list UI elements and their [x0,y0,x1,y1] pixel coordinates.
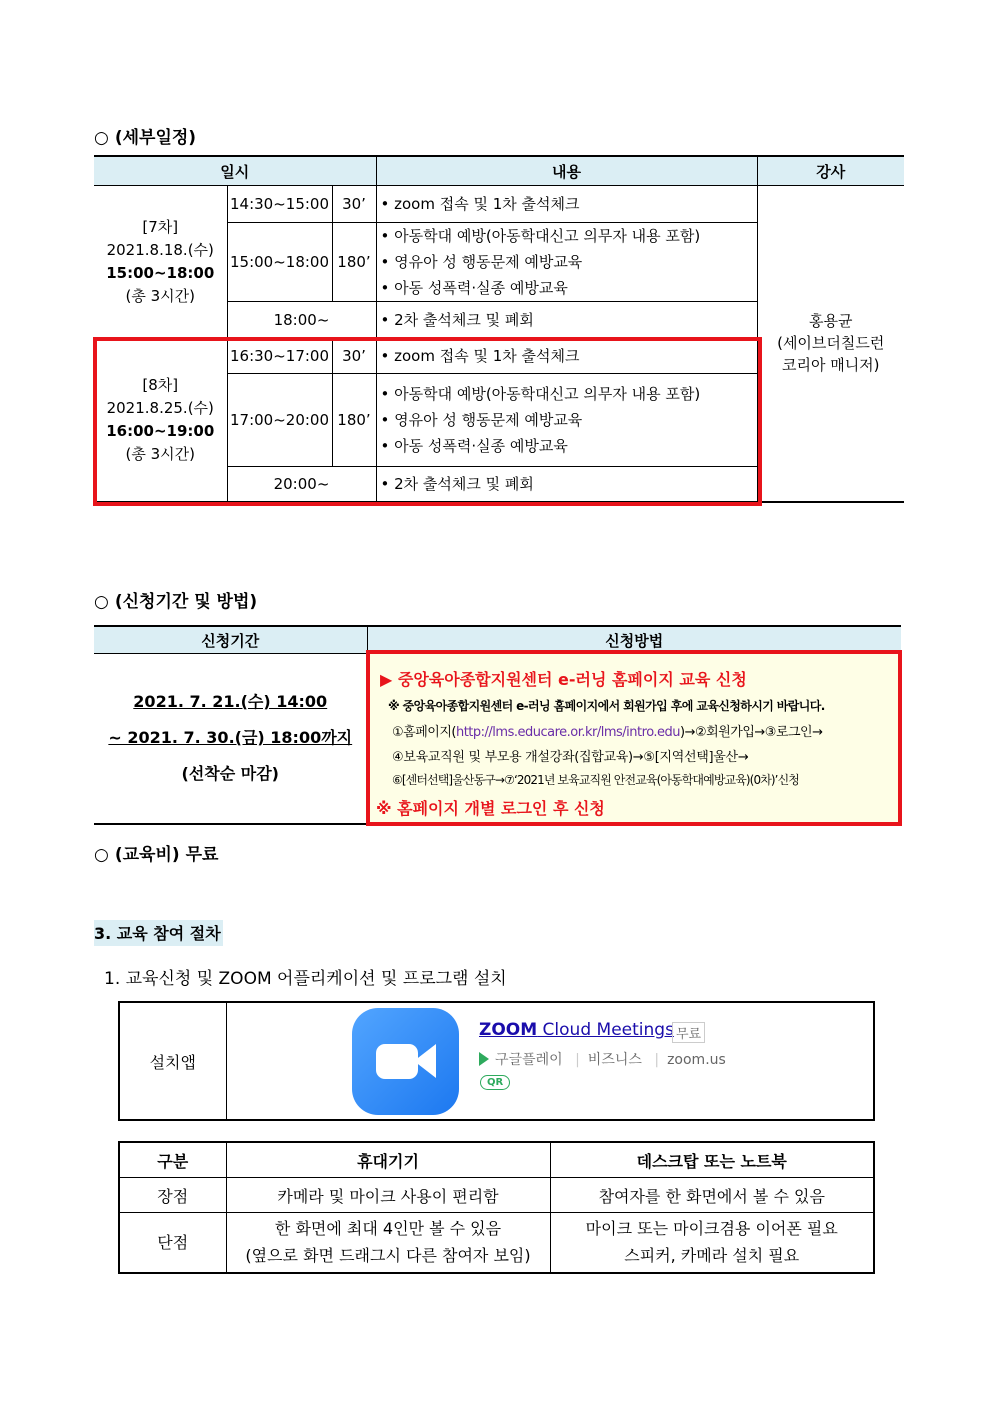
list-item: • zoom 접속 및 1차 출석체크 [380,347,580,365]
row-duration: 180’ [332,223,376,302]
procedure-step-1: 1. 교육신청 및 ZOOM 어플리케이션 및 프로그램 설치 [104,969,507,989]
cons-desktop: 마이크 또는 마이크겸용 이어폰 필요 스피커, 카메라 설치 필요 [550,1213,874,1273]
row-items [376,302,757,339]
circle-bullet-icon: ○ [94,128,109,148]
row-duration: 180’ [332,374,376,467]
method-footer: ※ 홈페이지 개별 로그인 후 신청 [376,799,605,818]
session-date: 2021.8.18.(수) [106,241,214,259]
instructor-cell [757,186,904,502]
list-item: • 아동학대 예방(아동학대신고 의무자 내용 포함) [380,385,701,403]
row-items [376,223,757,302]
zoom-app-name-link[interactable]: ZOOM Cloud Meetings [479,1020,674,1040]
list-item: • 아동 성폭력·실종 예방교육 [380,437,568,455]
install-app-label: 설치앱 [119,1002,226,1120]
row-time: 17:00~20:00 [227,374,332,467]
qr-badge[interactable]: QR [480,1075,510,1090]
session-7-cell [94,186,227,339]
camera-lens-icon [414,1044,436,1078]
session-total: (총 3시간) [125,287,195,305]
instructor-name: 홍용균 [809,312,853,331]
zoom-app-icon[interactable] [352,1008,459,1115]
session-label: [7차] [142,218,179,236]
session-total: (총 3시간) [125,444,195,463]
list-item: • 영유아 성 행동문제 예방교육 [380,411,583,429]
fee-section-title: ○ (교육비) 무료 [94,845,219,865]
session-time: 15:00~18:00 [106,264,215,282]
header-method: 신청방법 [367,626,901,654]
list-item: • 2차 출석체크 및 폐회 [380,474,534,493]
method-step-3: ⑥[센터선택]울산동구→⑦‘2021년 보육교직원 안전교육(아동학대예방교육)(0차)’신청 [392,773,799,787]
circle-bullet-icon: ○ [94,592,109,612]
header-category: 구분 [119,1142,226,1178]
separator: | [575,1052,580,1068]
row-time: 15:00~18:00 [227,223,332,302]
separator: | [654,1052,660,1068]
row-time: 20:00~ [227,467,376,502]
instructor-org: (세이브더칠드런 [777,334,885,353]
instructor-title: 코리아 매니저) [781,356,880,375]
list-item: • 2차 출석체크 및 폐회 [380,311,534,329]
header-period: 신청기간 [94,626,367,654]
apply-method-box [366,650,902,826]
session-time: 16:00~19:00 [106,421,215,440]
pros-desktop: 참여자를 한 화면에서 볼 수 있음 [550,1178,874,1213]
list-item: • 영유아 성 행동문제 예방교육 [380,253,583,271]
session-label: [8차] [142,375,179,394]
pros-mobile: 카메라 및 마이크 사용이 편리함 [226,1178,550,1213]
list-item: • 아동 성폭력·실종 예방교육 [380,279,568,297]
schedule-section-title: ○ (세부일정) [94,128,197,148]
header-datetime: 일시 [94,156,376,186]
row-time: 18:00~ [227,302,376,339]
header-content: 내용 [376,156,757,186]
method-step-2: ④보육교직원 및 부모용 개설강좌(집합교육)→⑤[지역선택]울산→ [392,750,749,765]
row-label-pros: 장점 [119,1178,226,1213]
list-item: • 아동학대 예방(아동학대신고 의무자 내용 포함) [380,227,701,245]
method-step-1: ①홈페이지(http://lms.educare.or.kr/lms/intro.edu)→②회원가입→③로그인→ [392,725,823,740]
header-mobile: 휴대기기 [226,1142,550,1178]
header-instructor: 강사 [757,156,904,186]
row-duration: 30’ [332,339,376,374]
session-8-highlight-box [93,337,762,506]
period-start: 2021. 7. 21.(수) 14:00 [133,692,328,712]
app-meta-row: 구글플레이 | 비즈니스 | zoom.us [479,1049,726,1069]
procedure-section-title: 3. 교육 참여 절차 [94,920,223,946]
cons-mobile: 한 화면에 최대 4인만 볼 수 있음 (옆으로 화면 드래그시 다른 참여자 보임) [226,1213,550,1273]
row-time: 16:30~17:00 [227,339,332,374]
homepage-link[interactable]: http://lms.educare.or.kr/lms/intro.edu [455,725,681,740]
apply-section-title: ○ (신청기간 및 방법) [94,592,258,612]
method-headline: ▶ 중앙육아종합지원센터 e-러닝 홈페이지 교육 신청 [380,670,747,689]
row-time: 14:30~15:00 [227,186,332,223]
session-date: 2021.8.25.(수) [106,398,214,417]
method-note: ※ 중앙육아종합지원센터 e-러닝 홈페이지에서 회원가입 후에 교육신청하시기 바랍니다. [388,699,825,713]
list-item: • zoom 접속 및 1차 출석체크 [380,195,580,213]
apply-period-cell [94,654,367,824]
circle-bullet-icon: ○ [94,845,109,865]
row-label-cons: 단점 [119,1213,226,1273]
header-desktop: 데스크탑 또는 노트북 [550,1142,874,1178]
free-badge: 무료 [672,1022,705,1043]
google-play-icon [479,1052,489,1066]
period-note: (선착순 마감) [181,764,279,784]
row-items [376,186,757,223]
camera-body-icon [376,1044,418,1079]
row-duration: 30’ [332,186,376,223]
device-compare-table [118,1141,875,1274]
period-end: ~ 2021. 7. 30.(금) 18:00까지 [108,728,353,748]
